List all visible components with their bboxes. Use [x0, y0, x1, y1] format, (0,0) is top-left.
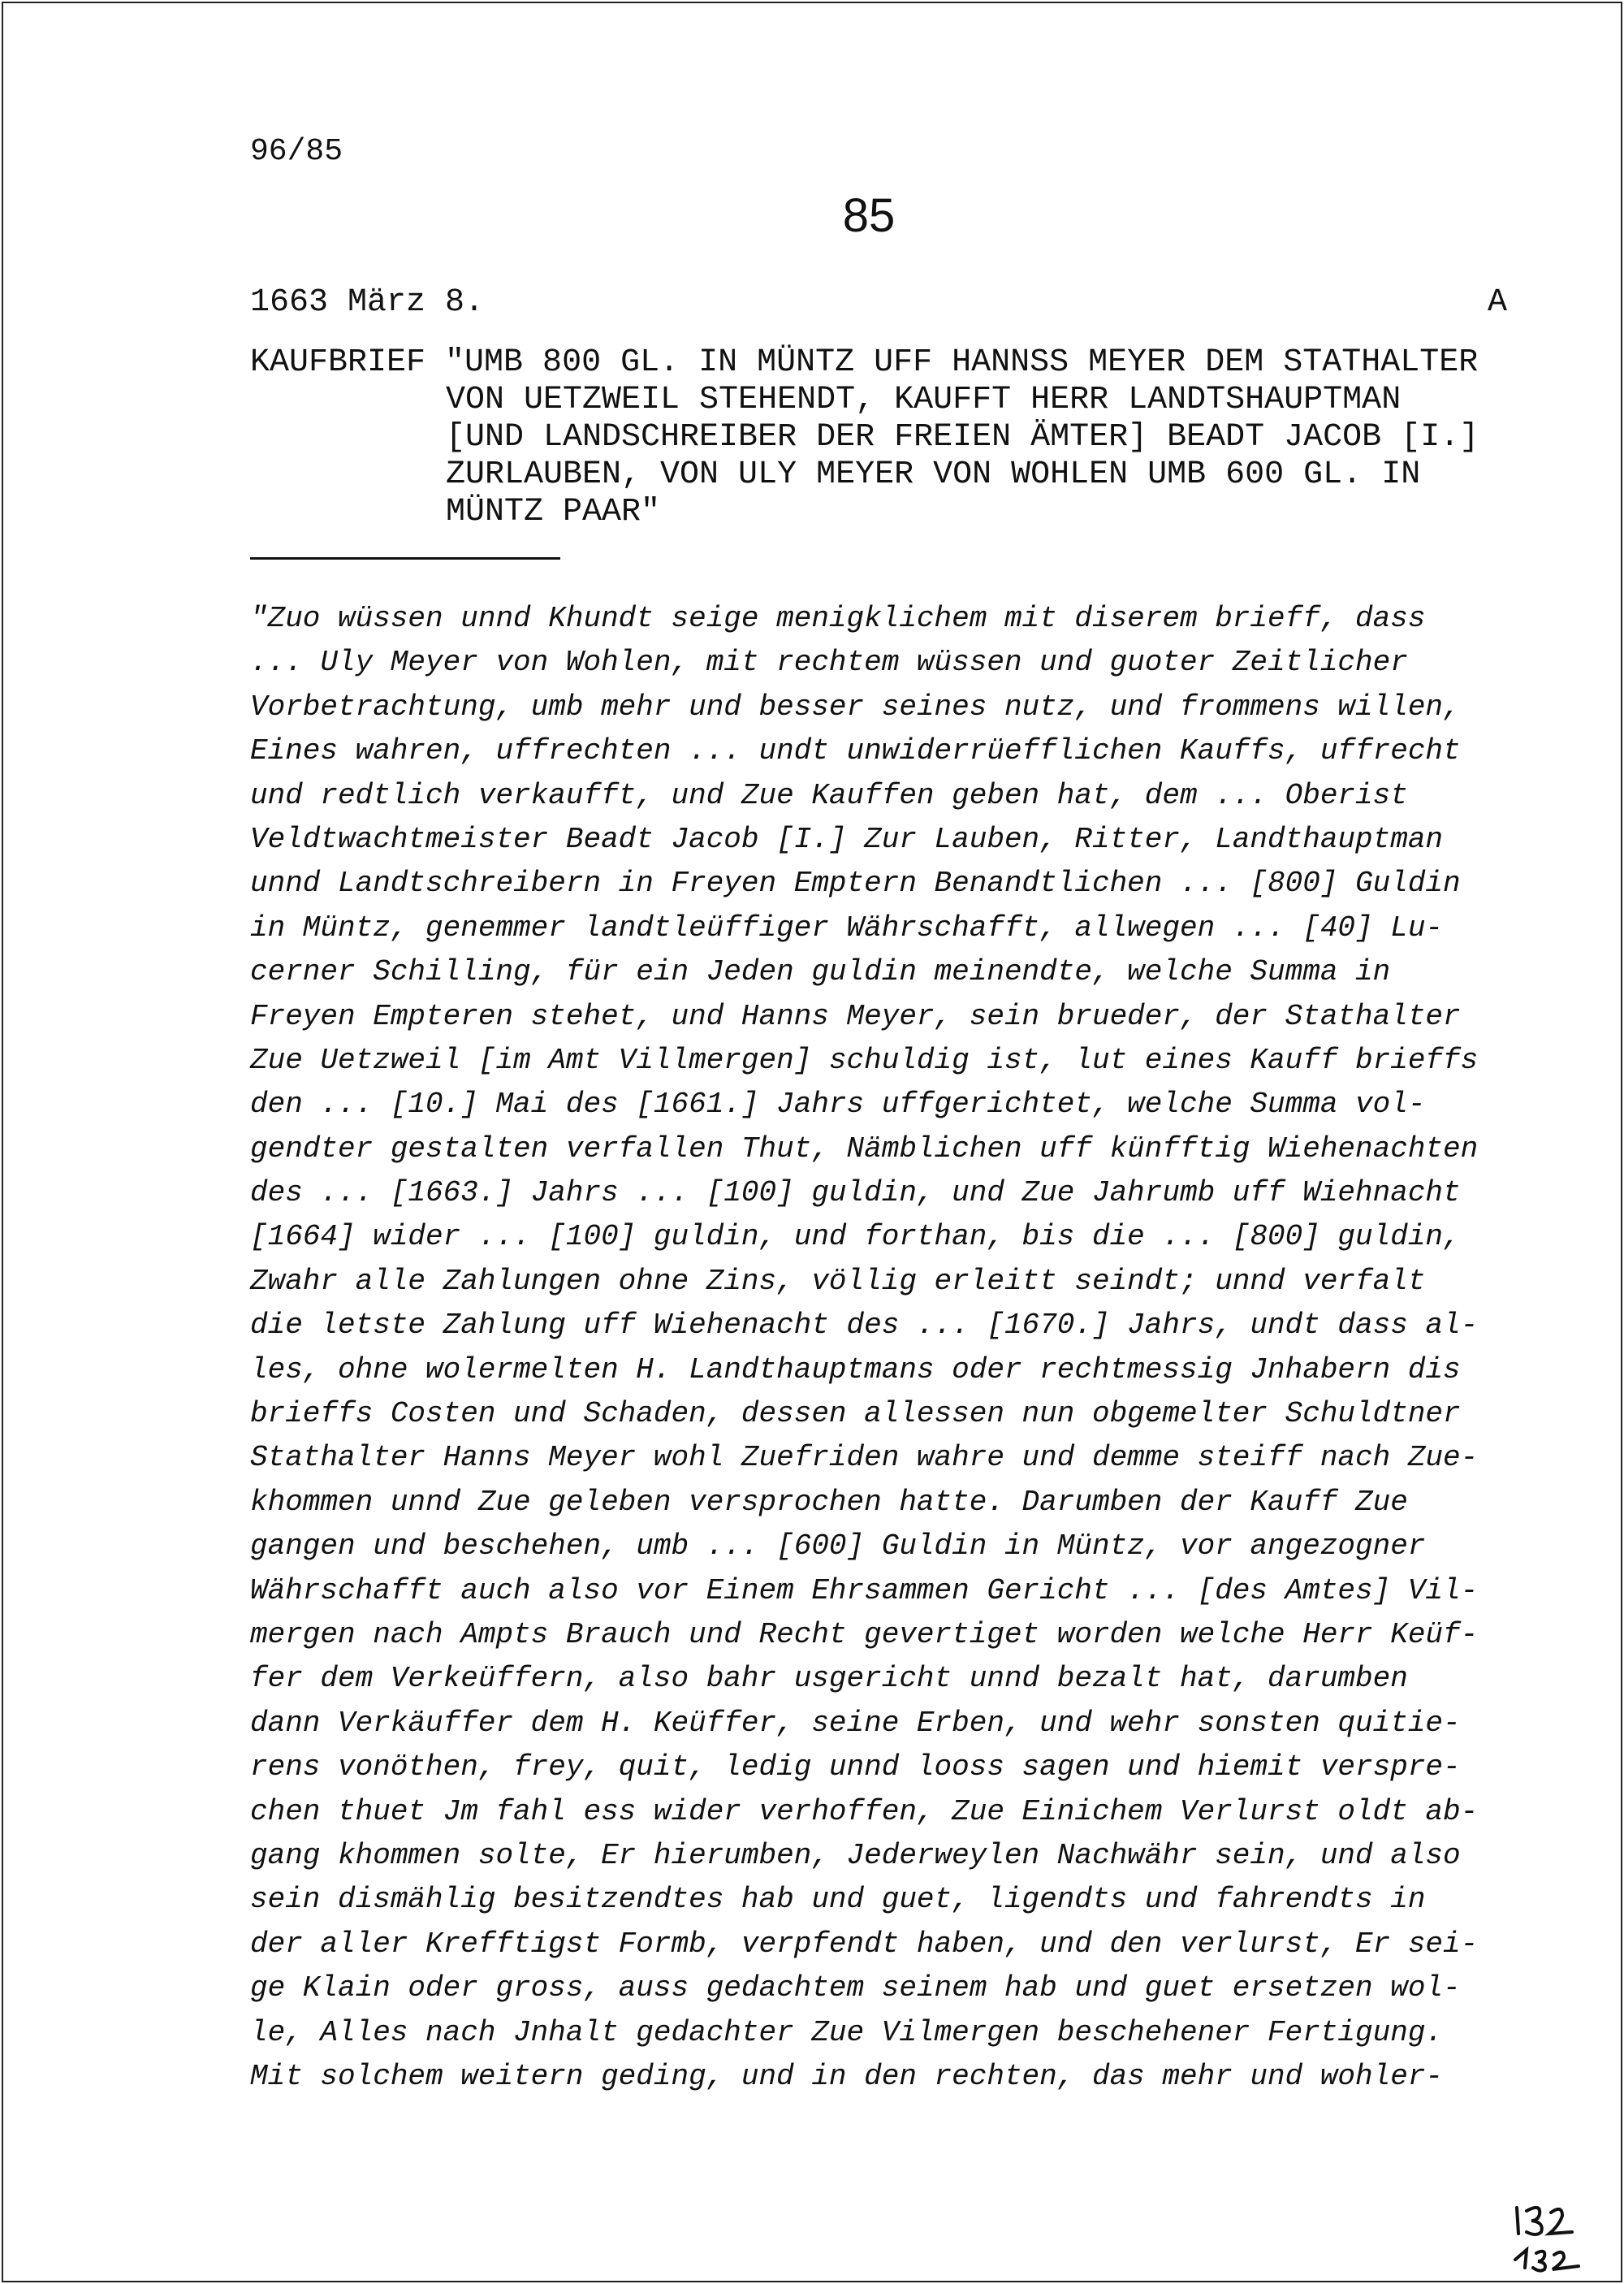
separator-rule	[250, 557, 560, 560]
body-line: [1664] wider ... [100] guldin, und forthan, bis die ... [800] guldin,	[250, 1220, 1461, 1254]
document-number: 85	[842, 189, 896, 242]
body-line: les, ohne wolermelten H. Landthauptmans oder rechtmessig Jnhabern dis	[250, 1352, 1461, 1386]
body-line: Währschafft auch also vor Einem Ehrsammen Gericht ... [des Amtes] Vil-	[250, 1573, 1479, 1607]
body-line: gangen und beschehen, umb ... [600] Guldin in Müntz, vor angezogner	[250, 1529, 1426, 1564]
body-line: cerner Schilling, für ein Jeden guldin meinendte, welche Summa in	[250, 955, 1391, 989]
body-line: gang khommen solte, Er hierumben, Jederweylen Nachwähr sein, und also	[250, 1838, 1461, 1872]
body-line: Zwahr alle Zahlungen ohne Zins, völlig erleitt seindt; unnd verfalt	[250, 1264, 1426, 1298]
heading-line: MÜNTZ PAAR"	[446, 494, 661, 530]
document-letter: A	[1488, 284, 1508, 321]
heading-line: VON UETZWEIL STEHENDT, KAUFFT HERR LANDTSHAUPTMAN	[446, 382, 1402, 418]
body-line: ge Klain oder gross, auss gedachtem seinem hab und guet ersetzen wol-	[250, 1971, 1461, 2005]
body-line: Vorbetrachtung, umb mehr und besser seines nutz, und frommens willen,	[250, 690, 1461, 724]
heading-line: [UND LANDSCHREIBER DER FREIEN ÄMTER] BEADT JACOB [I.]	[446, 419, 1479, 456]
body-line: der aller Krefftigst Formb, verpfendt haben, und den verlurst, Er sei-	[250, 1927, 1479, 1961]
document-heading	[250, 344, 1479, 531]
body-line: dann Verkäuffer dem H. Keüffer, seine Erben, und wehr sonsten quitie-	[250, 1706, 1461, 1740]
body-line: fer dem Verkeüffern, also bahr usgericht unnd bezalt hat, darumben	[250, 1662, 1408, 1696]
body-line: und redtlich verkaufft, und Zue Kauffen geben hat, dem ... Oberist	[250, 778, 1408, 812]
body-line: rens vonöthen, frey, quit, ledig unnd looss sagen und hiemit verspre-	[250, 1750, 1461, 1784]
body-line: die letste Zahlung uff Wiehenacht des ... [1670.] Jahrs, undt dass al-	[250, 1309, 1479, 1343]
body-line: Freyen Empteren stehet, und Hanns Meyer, sein brueder, der Stathalter	[250, 999, 1461, 1033]
body-line: le, Alles nach Jnhalt gedachter Zue Vilmergen beschehener Fertigung.	[250, 2015, 1444, 2049]
body-line: brieffs Costen und Schaden, dessen allessen nun obgemelter Schuldtner	[250, 1397, 1461, 1431]
body-line: gendter gestalten verfallen Thut, Nämblichen uff künfftig Wiehenachten	[250, 1131, 1479, 1166]
body-line: Stathalter Hanns Meyer wohl Zuefriden wahre und demme steiff nach Zue-	[250, 1441, 1479, 1475]
body-line: mergen nach Ampts Brauch und Recht gevertiget worden welche Herr Keüf-	[250, 1617, 1479, 1651]
body-line: in Müntz, genemmer landtleüffiger Währschafft, allwegen ... [40] Lu-	[250, 911, 1444, 945]
body-line: des ... [1663.] Jahrs ... [100] guldin, und Zue Jahrumb uff Wiehnacht	[250, 1176, 1461, 1210]
body-line: "Zuo wüssen unnd Khundt seige menigklichem mit diserem brieff, dass	[250, 602, 1426, 635]
body-line: Zue Uetzweil [im Amt Villmergen] schuldig ist, lut eines Kauff brieffs	[250, 1043, 1479, 1077]
document-date: 1663 März 8.	[250, 284, 485, 321]
body-line: den ... [10.] Mai des [1661.] Jahrs uffgerichtet, welche Summa vol-	[250, 1088, 1426, 1122]
document-reference: 96/85	[250, 134, 343, 169]
body-line: ... Uly Meyer von Wohlen, mit rechtem wüssen und guoter Zeitlicher	[250, 646, 1408, 680]
heading-line: ZURLAUBEN, VON ULY MEYER VON WOHLEN UMB 600 GL. IN	[446, 456, 1421, 493]
handwritten-page-number	[1509, 2201, 1598, 2274]
heading-line: KAUFBRIEF "UMB 800 GL. IN MÜNTZ UFF HANNSS MEYER DEM STATHALTER	[250, 344, 1479, 381]
body-line: unnd Landtschreibern in Freyen Emptern Benandtlichen ... [800] Guldin	[250, 867, 1461, 901]
body-line: Eines wahren, uffrechten ... undt unwiderrüefflichen Kauffs, uffrecht	[250, 734, 1461, 768]
body-line: sein dismählig besitzendtes hab und guet, ligendts und fahrendts in	[250, 1883, 1426, 1917]
document-body	[250, 597, 1478, 2099]
body-line: khommen unnd Zue geleben versprochen hatte. Darumben der Kauff Zue	[250, 1485, 1408, 1519]
body-line: chen thuet Jm fahl ess wider verhoffen, Zue Einichem Verlurst oldt ab-	[250, 1794, 1479, 1828]
body-line: Mit solchem weitern geding, und in den rechten, das mehr und wohler-	[250, 2059, 1444, 2093]
body-line: Veldtwachtmeister Beadt Jacob [I.] Zur Lauben, Ritter, Landthauptman	[250, 822, 1444, 856]
